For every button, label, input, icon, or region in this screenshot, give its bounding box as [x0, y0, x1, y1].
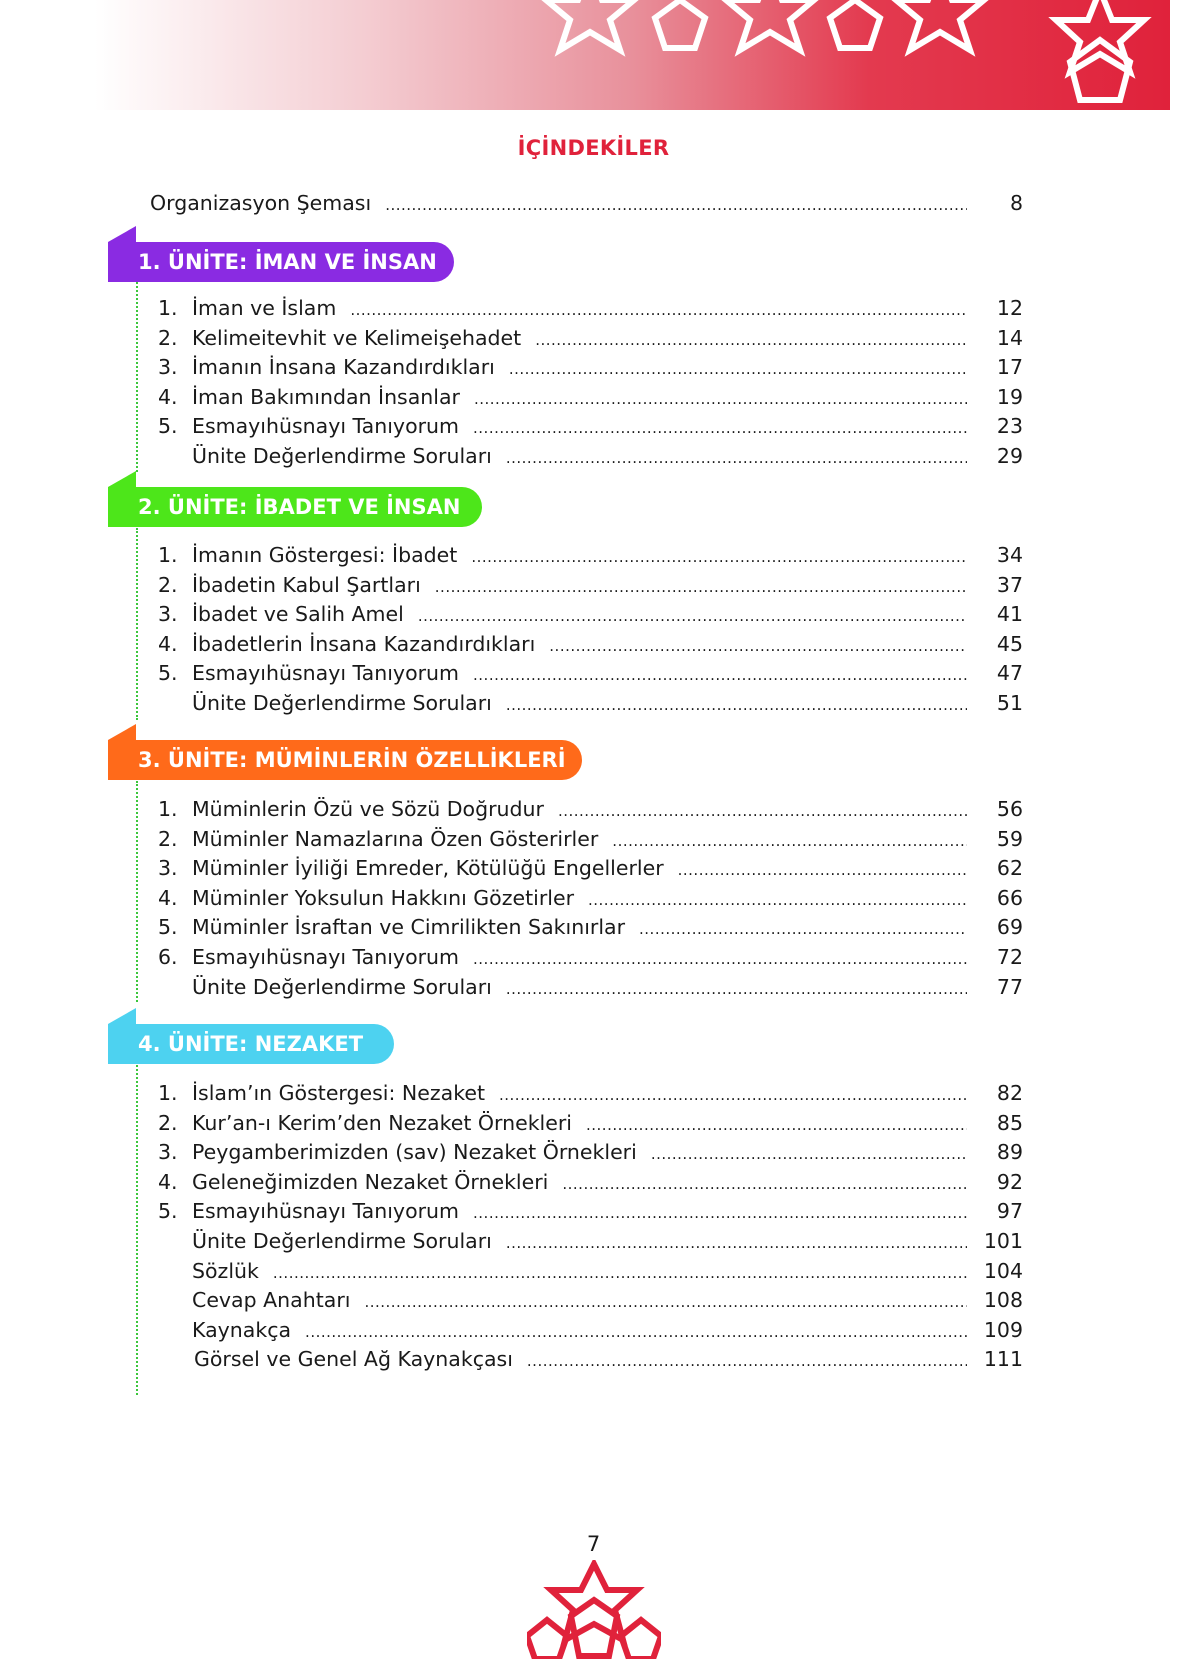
toc-entry-3-6[interactable] [158, 942, 1023, 972]
toc-entry-label: Kelimeitevhit ve Kelimeişehadet [192, 326, 522, 350]
unit-guide-line [136, 1065, 138, 1395]
dot-leader [558, 796, 967, 826]
toc-entry-label: Ünite Değerlendirme Soruları [192, 444, 492, 468]
unit-header-label: 1. ÜNİTE: İMAN VE İNSAN [138, 250, 437, 274]
toc-entry-3-3[interactable] [158, 853, 1023, 883]
page-title: İÇİNDEKİLER [517, 136, 670, 160]
toc-entry-label: İmanın İnsana Kazandırdıkları [192, 355, 495, 379]
toc-entry-label: Esmayıhüsnayı Tanıyorum [192, 945, 460, 969]
toc-entry-number: 4. [158, 632, 178, 656]
toc-entry-3-4[interactable] [158, 883, 1023, 913]
toc-entry-3-7[interactable] [192, 972, 1023, 1002]
toc-entry-4-9[interactable] [192, 1315, 1023, 1345]
toc-entry-2-5[interactable] [158, 658, 1023, 688]
dot-leader [562, 1169, 967, 1199]
star-ornament-icon [527, 1560, 661, 1659]
toc-entry-label: Cevap Anahtarı [192, 1288, 351, 1312]
toc-entry-number: 2. [158, 326, 178, 350]
dot-leader [499, 1080, 967, 1110]
dot-leader [639, 914, 967, 944]
toc-entry-label: Müminlerin Özü ve Sözü Doğrudur [192, 797, 544, 821]
dot-leader [612, 826, 967, 856]
toc-entry-page: 56 [996, 797, 1023, 821]
toc-entry-page: 108 [983, 1288, 1023, 1312]
toc-entry-2-2[interactable] [158, 570, 1023, 600]
toc-entry-3-1[interactable] [158, 794, 1023, 824]
dot-leader [273, 1258, 967, 1288]
unit-tab-corner [108, 471, 136, 487]
toc-entry-number: 5. [158, 661, 178, 685]
toc-entry-4-6[interactable] [192, 1226, 1023, 1256]
dot-leader [509, 354, 967, 384]
dot-leader [678, 855, 967, 885]
toc-entry-page: 92 [996, 1170, 1023, 1194]
toc-entry-label: İslam’ın Göstergesi: Nezaket [192, 1081, 485, 1105]
toc-entry-4-2[interactable] [158, 1108, 1023, 1138]
dot-leader [506, 1228, 967, 1258]
toc-entry-number: 1. [158, 543, 178, 567]
toc-entry-4-4[interactable] [158, 1167, 1023, 1197]
dot-leader [385, 190, 967, 220]
toc-entry-page: 104 [983, 1259, 1023, 1283]
toc-entry-number: 3. [158, 1140, 178, 1164]
toc-entry-label: Organizasyon Şeması [150, 191, 372, 215]
toc-entry-page: 89 [996, 1140, 1023, 1164]
toc-entry-label: Müminler Namazlarına Özen Gösterirler [192, 827, 599, 851]
dot-leader [350, 295, 967, 325]
toc-entry-page: 8 [1009, 191, 1023, 215]
toc-entry-number: 4. [158, 1170, 178, 1194]
toc-entry-1-6[interactable] [192, 441, 1023, 471]
dot-leader [651, 1139, 967, 1169]
toc-entry-page: 77 [996, 975, 1023, 999]
toc-entry-label: Kur’an-ı Kerim’den Nezaket Örnekleri [192, 1111, 572, 1135]
toc-entry-page: 85 [996, 1111, 1023, 1135]
toc-entry-3-2[interactable] [158, 824, 1023, 854]
toc-entry-2-1[interactable] [158, 540, 1023, 570]
toc-entry-1-1[interactable] [158, 293, 1023, 323]
toc-entry-page: 59 [996, 827, 1023, 851]
toc-entry-label: Kaynakça [192, 1318, 292, 1342]
toc-entry-2-4[interactable] [158, 629, 1023, 659]
toc-entry-number: 5. [158, 414, 178, 438]
toc-entry-page: 37 [996, 573, 1023, 597]
toc-entry-page: 41 [996, 602, 1023, 626]
dot-leader [474, 384, 967, 414]
toc-entry-label: Ünite Değerlendirme Soruları [192, 1229, 492, 1253]
toc-entry-number: 6. [158, 945, 178, 969]
toc-entry-number: 2. [158, 573, 178, 597]
toc-entry-page: 69 [996, 915, 1023, 939]
dot-leader [535, 325, 967, 355]
toc-entry-label: Müminler İyiliği Emreder, Kötülüğü Engellerler [192, 856, 664, 880]
toc-entry-1-5[interactable] [158, 411, 1023, 441]
toc-entry-label: İbadetin Kabul Şartları [192, 573, 421, 597]
unit-header-label: 4. ÜNİTE: NEZAKET [138, 1032, 364, 1056]
unit-tab-corner [108, 1008, 136, 1024]
unit-header-4[interactable] [108, 1024, 394, 1064]
toc-entry-page: 34 [996, 543, 1023, 567]
toc-entry-page: 109 [983, 1318, 1023, 1342]
toc-entry-number: 2. [158, 827, 178, 851]
toc-entry-2-3[interactable] [158, 599, 1023, 629]
toc-entry-label: Ünite Değerlendirme Soruları [192, 975, 492, 999]
dot-leader [473, 944, 967, 974]
toc-entry-label: Sözlük [192, 1259, 259, 1283]
unit-header-2[interactable] [108, 487, 482, 527]
toc-entry-1-2[interactable] [158, 323, 1023, 353]
toc-entry-4-8[interactable] [192, 1285, 1023, 1315]
dot-leader [473, 1198, 967, 1228]
toc-entry-page: 66 [996, 886, 1023, 910]
unit-header-1[interactable] [108, 242, 454, 282]
toc-entry-label: Esmayıhüsnayı Tanıyorum [192, 1199, 460, 1223]
toc-entry-page: 47 [996, 661, 1023, 685]
toc-entry-number: 4. [158, 385, 178, 409]
toc-entry-page: 12 [996, 296, 1023, 320]
toc-entry-page: 29 [996, 444, 1023, 468]
toc-entry-label: Müminler İsraftan ve Cimrilikten Sakınırlar [192, 915, 626, 939]
toc-entry-number: 2. [158, 1111, 178, 1135]
toc-entry-4-5[interactable] [158, 1196, 1023, 1226]
toc-entry-number: 3. [158, 856, 178, 880]
dot-leader [586, 1110, 967, 1140]
toc-entry-number: 3. [158, 602, 178, 626]
dot-leader [506, 443, 967, 473]
toc-entry-1-4[interactable] [158, 382, 1023, 412]
page-number: 7 [586, 1532, 601, 1556]
toc-entry-4-7[interactable] [192, 1256, 1023, 1286]
toc-entry-label: İbadetlerin İnsana Kazandırdıkları [192, 632, 536, 656]
header-banner [95, 0, 1170, 110]
unit-guide-line [136, 781, 138, 1002]
unit-tab-corner [108, 724, 136, 740]
toc-entry-label: Müminler Yoksulun Hakkını Gözetirler [192, 886, 574, 910]
toc-entry-label: Geleneğimizden Nezaket Örnekleri [192, 1170, 549, 1194]
unit-guide-line [136, 282, 138, 472]
toc-entry-1-3[interactable] [158, 352, 1023, 382]
unit-header-label: 3. ÜNİTE: MÜMİNLERİN ÖZELLİKLERİ [138, 748, 566, 772]
dot-leader [418, 601, 967, 631]
toc-entry-3-5[interactable] [158, 912, 1023, 942]
toc-entry-intro[interactable] [150, 188, 1023, 218]
dot-leader [471, 542, 967, 572]
toc-entry-number: 1. [158, 296, 178, 320]
unit-header-3[interactable] [108, 740, 582, 780]
toc-entry-number: 1. [158, 797, 178, 821]
toc-entry-label: Ünite Değerlendirme Soruları [192, 691, 492, 715]
dot-leader [473, 660, 967, 690]
toc-entry-page: 19 [996, 385, 1023, 409]
toc-entry-page: 45 [996, 632, 1023, 656]
dot-leader [549, 631, 967, 661]
toc-entry-4-1[interactable] [158, 1078, 1023, 1108]
toc-entry-4-10[interactable] [194, 1344, 1023, 1374]
toc-entry-label: İmanın Göstergesi: İbadet [192, 543, 458, 567]
toc-entry-number: 5. [158, 915, 178, 939]
dot-leader [473, 413, 967, 443]
toc-entry-page: 82 [996, 1081, 1023, 1105]
toc-entry-page: 97 [996, 1199, 1023, 1223]
unit-guide-line [136, 528, 138, 720]
toc-entry-page: 17 [996, 355, 1023, 379]
toc-entry-page: 72 [996, 945, 1023, 969]
unit-header-label: 2. ÜNİTE: İBADET VE İNSAN [138, 495, 461, 519]
dot-leader [506, 974, 967, 1004]
toc-entry-number: 5. [158, 1199, 178, 1223]
toc-entry-label: İman ve İslam [192, 296, 337, 320]
toc-entry-page: 23 [996, 414, 1023, 438]
toc-entry-number: 4. [158, 886, 178, 910]
toc-entry-page: 51 [996, 691, 1023, 715]
dot-leader [527, 1346, 967, 1376]
toc-entry-2-6[interactable] [192, 688, 1023, 718]
dot-leader [364, 1287, 967, 1317]
toc-entry-page: 101 [983, 1229, 1023, 1253]
toc-entry-page: 62 [996, 856, 1023, 880]
unit-tab-corner [108, 226, 136, 242]
dot-leader [506, 690, 967, 720]
dot-leader [435, 572, 967, 602]
dot-leader [588, 885, 967, 915]
toc-entry-number: 3. [158, 355, 178, 379]
toc-entry-label: Peygamberimizden (sav) Nezaket Örnekleri [192, 1140, 637, 1164]
toc-entry-label: İman Bakımından İnsanlar [192, 385, 460, 409]
toc-entry-label: Görsel ve Genel Ağ Kaynakçası [194, 1347, 513, 1371]
toc-entry-label: İbadet ve Salih Amel [192, 602, 404, 626]
dot-leader [305, 1317, 967, 1347]
toc-entry-label: Esmayıhüsnayı Tanıyorum [192, 661, 460, 685]
toc-entry-number: 1. [158, 1081, 178, 1105]
star-pattern-icon [530, 0, 1170, 110]
toc-entry-label: Esmayıhüsnayı Tanıyorum [192, 414, 460, 438]
toc-entry-4-3[interactable] [158, 1137, 1023, 1167]
toc-entry-page: 111 [983, 1347, 1023, 1371]
toc-entry-page: 14 [996, 326, 1023, 350]
